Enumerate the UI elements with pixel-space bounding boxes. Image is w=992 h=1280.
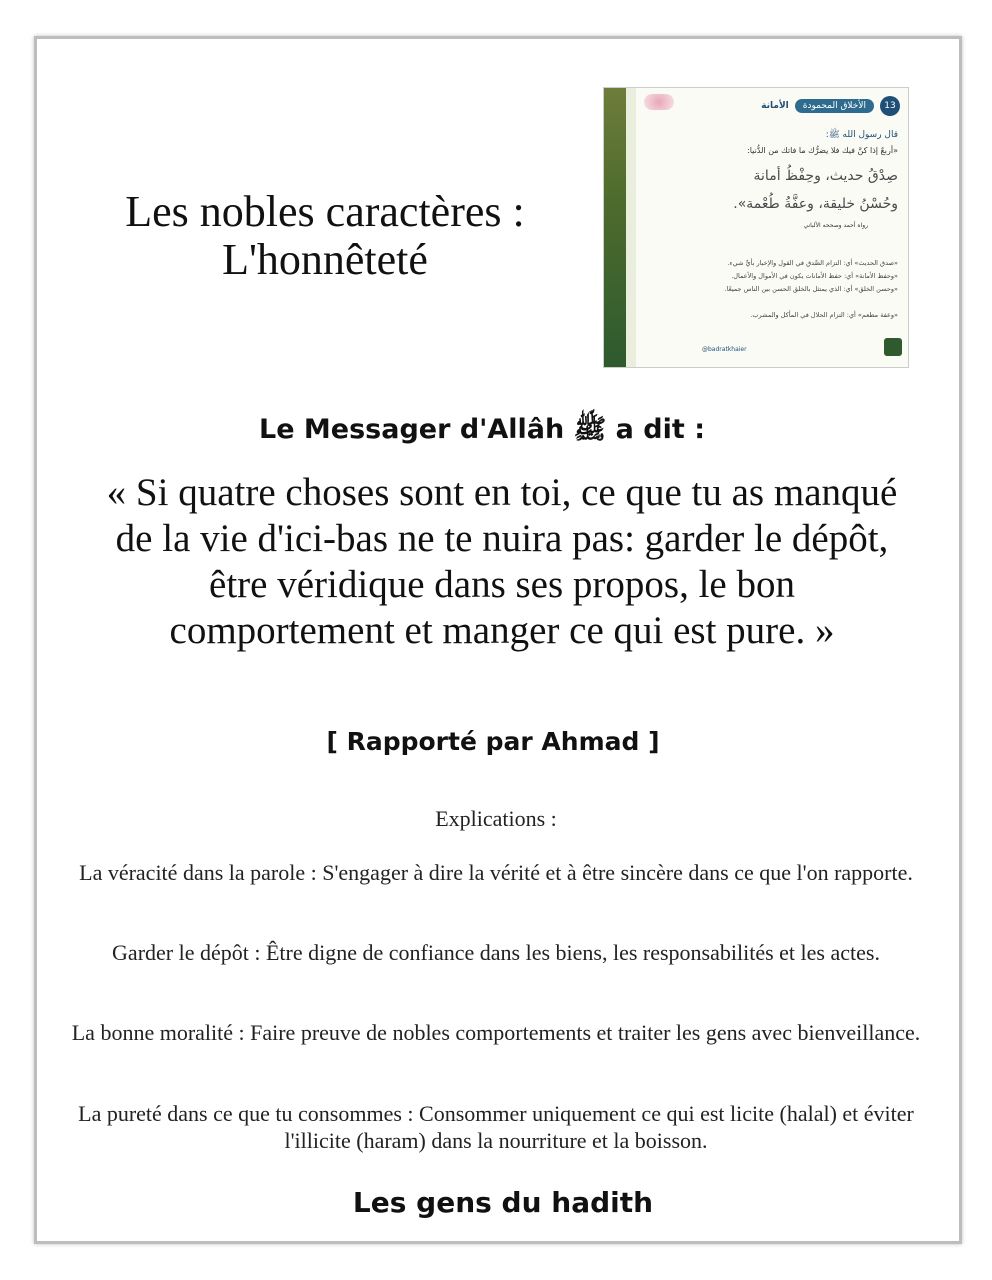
card-note-1: «صدق الحديث» أي: التزام الصِّدق في القول والإخبار بأيِّ شيء. — [727, 259, 898, 267]
hadith-quote: « Si quatre choses sont en toi, ce que tu as manqué de la vie d'ici-bas ne te nuira pas: garder le dépôt, être véridique dans ses propos, le bon comportement et manger ce qui est pure. » — [106, 471, 898, 652]
footer-signature: Les gens du hadith — [352, 1186, 654, 1219]
explanation-item: La bonne moralité : Faire preuve de nobles comportements et traiter les gens avec bienveillance. — [71, 1020, 921, 1045]
hadith-heading: Le Messager d'Allâh ﷺ a dit : — [259, 414, 705, 445]
title-line-1: Les nobles caractères : — [125, 187, 525, 236]
card-intro: قال رسول الله ﷺ: — [825, 130, 898, 140]
hadith-card-image — [603, 87, 909, 368]
page-title — [60, 188, 590, 284]
card-handle: @badratkhaier — [702, 346, 747, 353]
card-topic: الأمانة — [761, 101, 789, 111]
card-side-band — [604, 88, 626, 367]
card-header — [714, 96, 900, 116]
card-hadith-line-1: «أربعٌ إذا كنَّ فيك فلا يضرُّك ما فاتك من الدُّنيا: — [747, 146, 898, 155]
explanation-item: La pureté dans ce que tu consommes : Consommer uniquement ce qui est licite (halal) et éviter l'illicite (haram) dans la nourriture et la boisson. — [78, 1101, 914, 1153]
brand-logo-icon — [884, 338, 902, 356]
explanations-label: Explications : — [435, 806, 557, 831]
title-line-2: L'honnêteté — [222, 235, 428, 284]
card-note-2: «وحفظ الأمانة» أي: حفظ الأمانات يكون في الأموال والأعمال. — [731, 272, 898, 280]
card-number: 13 — [880, 96, 900, 116]
card-category: الأخلاق المحمودة — [795, 99, 874, 113]
card-note-3: «وحسن الخلق» أي: الذي يمتثل بالخلق الحسن بين الناس جميعًا. — [724, 285, 898, 293]
hadith-source: [ Rapporté par Ahmad ] — [326, 727, 660, 756]
card-note-4: «وعفة مطعم» أي: التزام الحلال في المأكل والمشرب. — [750, 311, 898, 319]
explanation-item: Garder le dépôt : Être digne de confiance dans les biens, les responsabilités et les actes. — [112, 940, 880, 965]
card-side-stripe — [626, 88, 636, 367]
explanation-item: La véracité dans la parole : S'engager à dire la vérité et à être sincère dans ce que l'on rapporte. — [79, 860, 913, 885]
card-reference: رواه أحمد وصححه الألباني — [803, 222, 868, 229]
card-hadith-line-3: وحُسْنُ خليقة، وعفَّةُ طُعْمة». — [733, 196, 898, 212]
card-hadith-line-2: صِدْقُ حديث، وحِفْظُ أمانة — [753, 168, 898, 184]
flower-icon — [644, 94, 674, 110]
